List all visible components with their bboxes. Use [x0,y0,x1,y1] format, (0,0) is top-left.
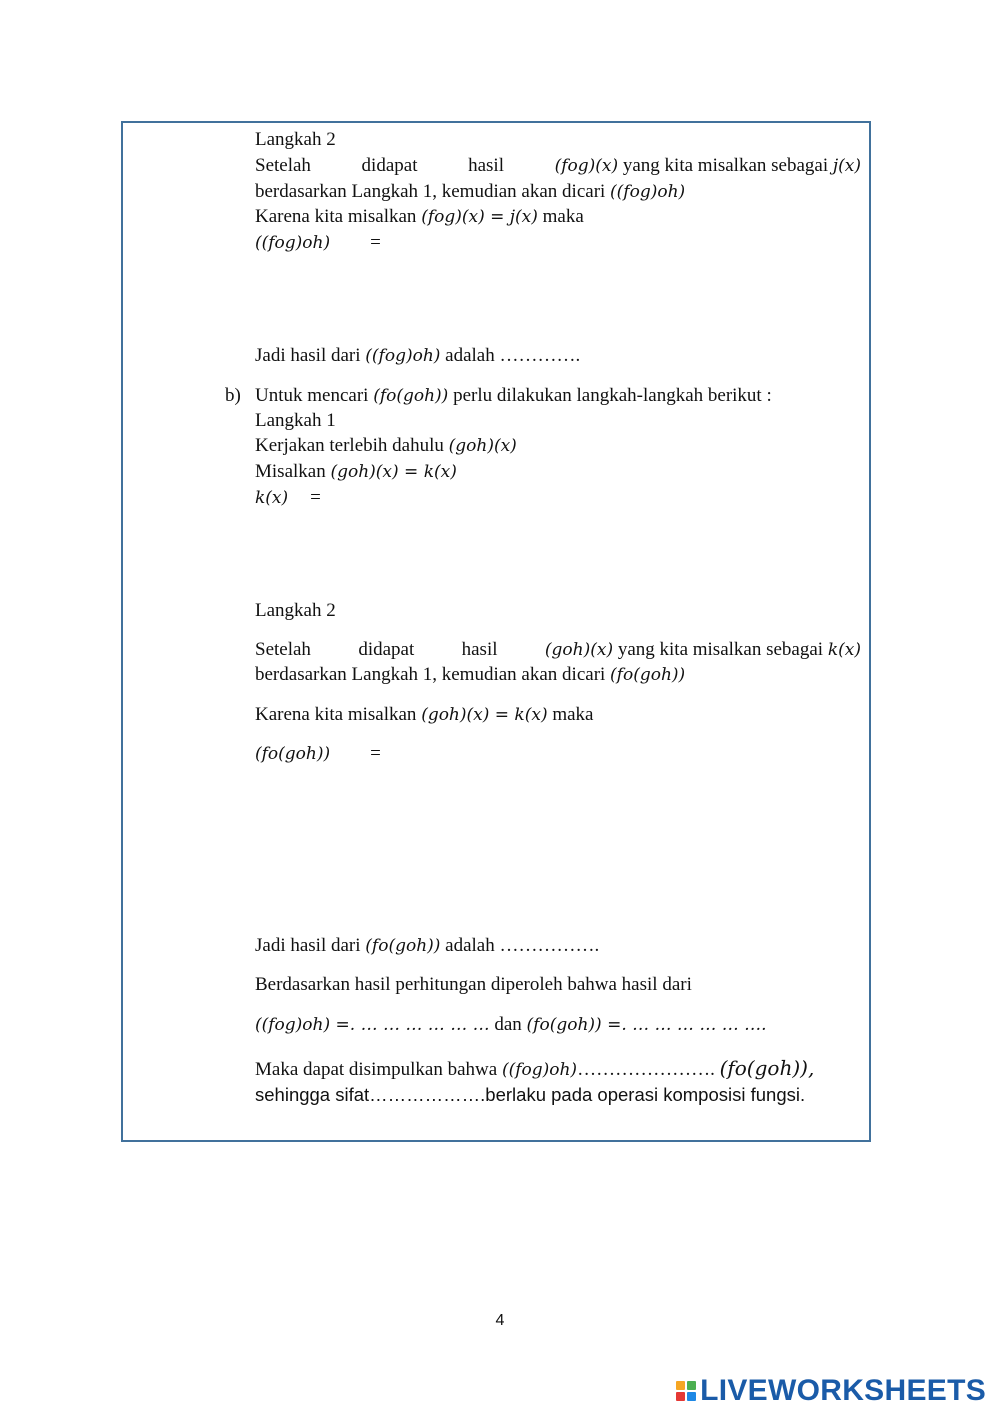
conclusion-line [255,1056,861,1082]
logo-square [676,1381,685,1390]
math-expression: (𝑓𝑜(𝑔𝑜ℎ)) [365,936,441,956]
text: perlu dilakukan langkah-langkah berikut : [448,385,772,406]
text: Jadi hasil dari [255,345,366,366]
step-text-line [255,460,861,484]
step-text-line [255,638,861,662]
math-expression: (𝑓𝑜(𝑔𝑜ℎ)) [373,386,449,406]
text: adalah …………. [440,345,581,366]
logo-icon [676,1381,696,1401]
intro-line [255,384,861,408]
math-expression: (𝑓𝑜(𝑔𝑜ℎ)) =. … … … … … …. [526,1015,767,1035]
step-text-line [255,154,861,178]
math-expression: ((𝑓𝑜𝑔)𝑜ℎ) [501,1060,578,1080]
text: maka [537,206,584,227]
word: Setelah [255,639,311,660]
equals-sign: = [370,232,381,253]
text: yang kita misalkan sebagai [618,155,833,176]
math-expression: (𝑓𝑜(𝑔𝑜ℎ)) [255,744,331,764]
word: Setelah [255,155,311,176]
text: Maka dapat disimpulkan bahwa [255,1059,502,1080]
equation-line [255,486,861,510]
math-expression: 𝑗(𝑥) [832,156,861,176]
result-line [255,344,861,368]
text: dan [489,1014,527,1035]
equation-line [255,742,861,766]
math-expression: (𝑓𝑜𝑔)(𝑥) [554,156,619,176]
logo-square [687,1392,696,1401]
text: Jadi hasil dari [255,935,366,956]
step-text-line [255,703,861,727]
text: Kerjakan terlebih dahulu [255,435,449,456]
step-text-line [255,205,861,229]
math-expression: (𝑔𝑜ℎ)(𝑥) = 𝑘(𝑥) [330,462,457,482]
result-line [255,934,861,958]
text: Misalkan [255,461,331,482]
conclusion-line: sehingga sifat……………….berlaku pada operasi komposisi fungsi. [255,1084,806,1105]
equals-sign: = [310,487,321,508]
text: berdasarkan Langkah 1, kemudian akan dicari [255,181,611,202]
math-expression: (𝑔𝑜ℎ)(𝑥) = 𝑘(𝑥) [421,705,548,725]
text: adalah ……………. [440,935,600,956]
text: …………………. [577,1059,720,1080]
math-expression: 𝑘(𝑥) [255,488,289,508]
math-expression: ((𝑓𝑜𝑔)𝑜ℎ) [365,346,441,366]
page-number: 4 [495,1312,505,1329]
step-text-line [255,434,861,458]
equals-sign: = [370,743,381,764]
conclusion-line: Berdasarkan hasil perhitungan diperoleh bahwa hasil dari [255,974,692,995]
step-heading: Langkah 1 [255,410,336,431]
math-expression: (𝑔𝑜ℎ)(𝑥) [544,640,614,660]
math-expression: (𝑓𝑜𝑔)(𝑥) = 𝑗(𝑥) [421,207,538,227]
liveworksheets-logo [676,1375,986,1407]
step-heading: Langkah 2 [255,600,336,621]
conclusion-line [255,1013,861,1037]
equation-line [255,231,861,255]
math-expression-group [545,638,861,662]
brand-name: LIVEWORKSHEETS [700,1374,986,1407]
math-expression: ((𝑓𝑜𝑔)𝑜ℎ) =. … … … … … … [255,1015,490,1035]
text: yang kita misalkan sebagai [613,639,828,660]
step-heading: Langkah 2 [255,129,336,150]
step-text-line [255,180,861,204]
math-expression: ((𝑓𝑜𝑔)𝑜ℎ) [255,233,331,253]
text: Untuk mencari [255,385,374,406]
logo-square [687,1381,696,1390]
math-expression: ((𝑓𝑜𝑔)𝑜ℎ) [610,182,686,202]
step-text-line [255,663,861,687]
item-marker: b) [225,385,241,406]
text: maka [547,704,594,725]
word: hasil [468,155,504,176]
math-expression: (𝑓𝑜(𝑔𝑜ℎ)), [719,1056,815,1080]
text: berdasarkan Langkah 1, kemudian akan dicari [255,664,611,685]
math-expression: 𝑘(𝑥) [827,640,861,660]
math-expression: (𝑓𝑜(𝑔𝑜ℎ)) [610,665,686,685]
word: hasil [461,639,498,660]
text: Karena kita misalkan [255,206,422,227]
logo-square [676,1392,685,1401]
math-expression-group [555,154,861,178]
word: didapat [358,639,415,660]
math-expression: (𝑔𝑜ℎ)(𝑥) [448,436,517,456]
text: Karena kita misalkan [255,704,422,725]
word: didapat [361,155,418,176]
